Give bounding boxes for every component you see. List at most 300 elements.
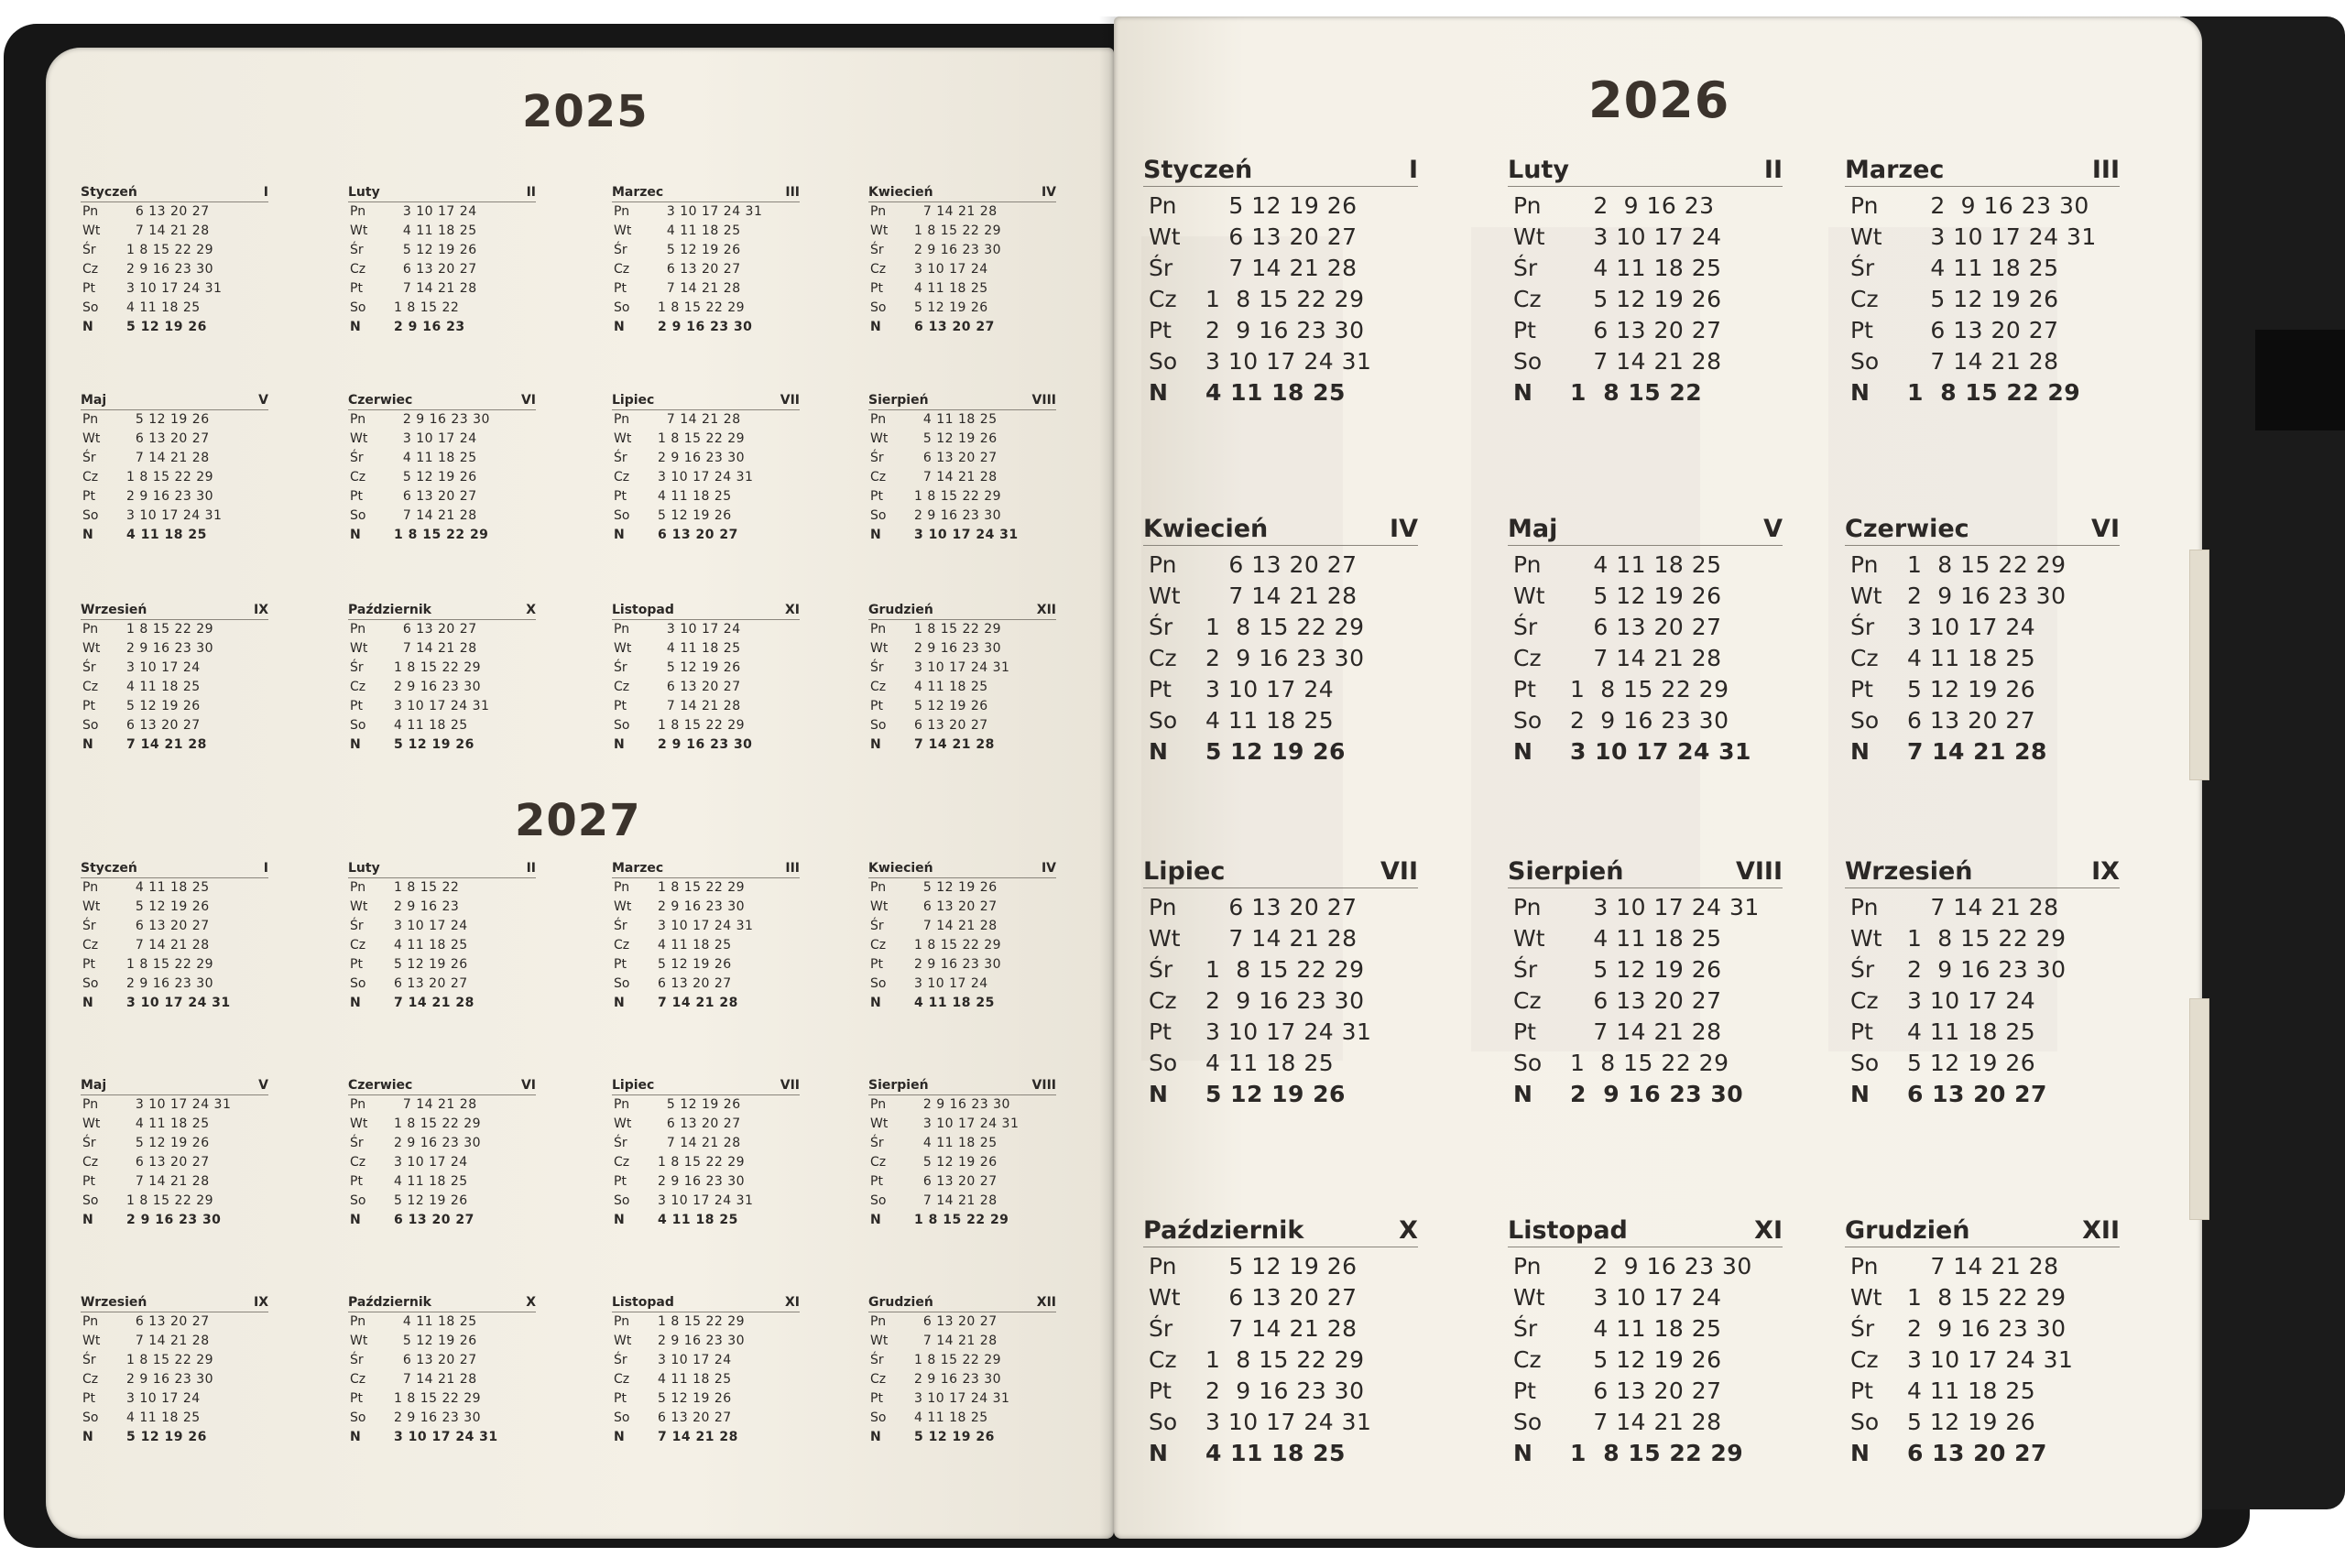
day-numbers: 6 13 20 27 [394, 1213, 474, 1227]
weekday-label: Cz [1513, 644, 1542, 671]
day-numbers: 4 11 18 25 [658, 1372, 732, 1387]
weekday-label: N [82, 1213, 93, 1227]
day-numbers: 5 12 19 26 [394, 243, 477, 257]
day-numbers: 5 12 19 26 [1570, 285, 1722, 312]
day-numbers: 5 12 19 26 [658, 1391, 732, 1406]
month-block [1143, 1216, 1418, 1468]
month-roman-numeral: VII [1380, 857, 1418, 886]
weekday-row [1508, 953, 1783, 985]
weekday-row [868, 244, 1056, 263]
weekday-label: N [1149, 1439, 1168, 1466]
day-numbers: 5 12 19 26 [394, 470, 477, 485]
weekday-label: Cz [82, 1155, 99, 1170]
weekday-row [81, 1156, 268, 1175]
weekday-label: Pn [614, 1314, 630, 1329]
weekday-label: Wt [350, 899, 368, 914]
weekday-row [868, 490, 1056, 509]
weekday-label: N [82, 737, 93, 752]
weekday-label: Pn [870, 1097, 887, 1112]
weekday-row [1143, 922, 1418, 953]
day-numbers: 7 14 21 28 [658, 996, 738, 1010]
day-numbers: 3 10 17 24 31 [658, 1193, 754, 1208]
day-numbers: 4 11 18 25 [658, 938, 732, 953]
weekday-row [348, 321, 536, 340]
day-numbers: 2 9 16 23 30 [1570, 1080, 1744, 1107]
weekday-label: Pt [1850, 316, 1873, 343]
weekday-row [348, 1175, 536, 1194]
weekday-row [612, 471, 800, 490]
weekday-row [612, 1117, 800, 1137]
month-block [1508, 156, 1783, 408]
month-block [868, 1295, 1056, 1450]
weekday-label: Pn [614, 204, 630, 219]
day-numbers: 4 11 18 25 [394, 1174, 468, 1189]
weekday-label: Wt [614, 641, 632, 656]
weekday-row [612, 1334, 800, 1354]
weekday-row [1845, 1344, 2120, 1375]
weekday-label: Wt [870, 431, 889, 446]
weekday-row [348, 920, 536, 939]
weekday-label: Pn [82, 622, 99, 637]
weekday-row [868, 881, 1056, 900]
month-block [348, 603, 536, 757]
day-numbers: 1 8 15 22 29 [914, 489, 1002, 504]
month-roman-numeral: II [1763, 156, 1783, 184]
weekday-row [612, 719, 800, 738]
weekday-row [1508, 642, 1783, 673]
weekday-label: Śr [614, 243, 627, 257]
weekday-row [612, 452, 800, 471]
weekday-label: Wt [82, 431, 101, 446]
weekday-label: N [350, 1430, 361, 1444]
weekday-row [868, 1373, 1056, 1392]
weekday-label: Pt [614, 281, 627, 296]
weekday-row [868, 1137, 1056, 1156]
day-numbers: 2 9 16 23 30 [394, 1136, 482, 1150]
day-numbers: 3 10 17 24 31 [658, 919, 754, 933]
weekday-label: N [870, 528, 881, 542]
weekday-row [81, 1392, 268, 1411]
month-name: Listopad [1508, 1216, 1628, 1245]
weekday-row [1845, 376, 2120, 408]
weekday-label: Wt [870, 1116, 889, 1131]
day-numbers: 5 12 19 26 [1907, 675, 2036, 702]
day-numbers: 6 13 20 27 [1205, 893, 1358, 920]
weekday-label: Pn [82, 412, 99, 427]
weekday-row [1143, 704, 1418, 735]
weekday-label: So [1850, 1408, 1880, 1435]
weekday-row [81, 642, 268, 661]
weekday-row [612, 920, 800, 939]
weekday-label: Pt [870, 1174, 883, 1189]
weekday-row [81, 1354, 268, 1373]
weekday-row [81, 205, 268, 224]
month-header [868, 1078, 1056, 1095]
weekday-row [868, 920, 1056, 939]
weekday-row [348, 1411, 536, 1431]
weekday-label: Śr [614, 1136, 627, 1150]
day-numbers: 6 13 20 27 [126, 919, 210, 933]
month-name: Maj [81, 1078, 107, 1093]
day-numbers: 4 11 18 25 [394, 938, 468, 953]
weekday-label: Cz [350, 938, 366, 953]
day-numbers: 1 8 15 22 [394, 880, 460, 895]
weekday-row [868, 977, 1056, 996]
weekday-label: N [1513, 378, 1532, 406]
weekday-row [81, 1373, 268, 1392]
month-header [868, 603, 1056, 620]
day-numbers: 6 13 20 27 [1205, 223, 1358, 250]
weekday-label: Pt [870, 699, 883, 713]
weekday-row [81, 413, 268, 432]
day-numbers: 5 12 19 26 [1205, 191, 1358, 219]
month-name: Czerwiec [348, 1078, 413, 1093]
day-numbers: 2 9 16 23 30 [914, 641, 1002, 656]
weekday-row [1143, 1250, 1418, 1281]
day-numbers: 3 10 17 24 [1907, 986, 2036, 1014]
month-roman-numeral: V [258, 393, 268, 408]
day-numbers: 3 10 17 24 31 [914, 528, 1019, 542]
day-numbers: 1 8 15 22 29 [1570, 1439, 1744, 1466]
weekday-row [1143, 1016, 1418, 1047]
weekday-label: Wt [1149, 924, 1181, 952]
day-numbers: 7 14 21 28 [1570, 1018, 1722, 1045]
weekday-row [868, 661, 1056, 681]
weekday-row [81, 224, 268, 244]
weekday-label: Cz [614, 680, 630, 694]
day-numbers: 3 10 17 24 [1570, 1283, 1722, 1311]
weekday-row [348, 738, 536, 757]
weekday-row [348, 1117, 536, 1137]
month-name: Sierpień [1508, 857, 1624, 886]
weekday-row [81, 623, 268, 642]
day-numbers: 5 12 19 26 [394, 1193, 468, 1208]
day-numbers: 7 14 21 28 [1907, 1252, 2059, 1279]
weekday-row [1508, 704, 1783, 735]
month-block [348, 185, 536, 340]
weekday-row [81, 719, 268, 738]
weekday-row [81, 1194, 268, 1214]
day-numbers: 6 13 20 27 [914, 1314, 998, 1329]
weekday-label: Wt [82, 641, 101, 656]
day-numbers: 7 14 21 28 [658, 1136, 741, 1150]
weekday-row [1143, 1078, 1418, 1109]
weekday-row [81, 1315, 268, 1334]
weekday-label: N [350, 737, 361, 752]
weekday-label: Pn [870, 1314, 887, 1329]
weekday-row [868, 719, 1056, 738]
month-block [348, 1078, 536, 1233]
weekday-label: Śr [350, 1136, 364, 1150]
weekday-row [1845, 190, 2120, 221]
month-name: Maj [81, 393, 107, 408]
weekday-row [348, 224, 536, 244]
weekday-row [1845, 252, 2120, 283]
weekday-row [81, 738, 268, 757]
day-numbers: 1 8 15 22 29 [658, 880, 746, 895]
weekday-row [868, 1411, 1056, 1431]
day-numbers: 6 13 20 27 [1570, 1377, 1722, 1404]
day-numbers: 2 9 16 23 30 [1570, 706, 1729, 734]
weekday-row [81, 1334, 268, 1354]
month-header [868, 393, 1056, 410]
day-numbers: 2 9 16 23 30 [126, 1372, 214, 1387]
weekday-row [1845, 642, 2120, 673]
weekday-label: Wt [870, 899, 889, 914]
day-numbers: 6 13 20 27 [914, 1174, 998, 1189]
right-page [1114, 16, 2202, 1539]
weekday-label: N [82, 528, 93, 542]
weekday-row [868, 1315, 1056, 1334]
weekday-row [348, 623, 536, 642]
day-numbers: 2 9 16 23 30 [1907, 955, 2067, 983]
weekday-label: N [350, 996, 361, 1010]
weekday-label: So [1850, 706, 1880, 734]
month-header [348, 861, 536, 878]
weekday-label: Wt [1513, 582, 1545, 609]
weekday-row [1143, 190, 1418, 221]
weekday-label: Cz [350, 1155, 366, 1170]
weekday-row [1845, 891, 2120, 922]
weekday-label: N [870, 1430, 881, 1444]
weekday-label: Śr [614, 660, 627, 675]
weekday-label: Pt [870, 957, 883, 972]
weekday-row [1508, 1437, 1783, 1468]
weekday-row [612, 1354, 800, 1373]
weekday-label: Śr [350, 243, 364, 257]
weekday-label: Śr [870, 1136, 884, 1150]
weekday-row [868, 996, 1056, 1016]
day-numbers: 3 10 17 24 [126, 660, 201, 675]
weekday-row [348, 996, 536, 1016]
day-numbers: 2 9 16 23 30 [126, 1213, 222, 1227]
weekday-row [868, 205, 1056, 224]
month-block [1845, 515, 2120, 767]
day-numbers: 4 11 18 25 [126, 528, 207, 542]
weekday-row [1508, 891, 1783, 922]
weekday-label: Wt [1149, 1283, 1181, 1311]
day-numbers: 6 13 20 27 [658, 528, 738, 542]
weekday-row [1845, 985, 2120, 1016]
weekday-row [1508, 314, 1783, 345]
weekday-label: Wt [350, 641, 368, 656]
month-block [81, 1078, 268, 1233]
weekday-label: So [350, 718, 366, 733]
weekday-row [1508, 221, 1783, 252]
weekday-label: Śr [870, 660, 884, 675]
weekday-label: Pt [1149, 1018, 1172, 1045]
month-roman-numeral: X [526, 1295, 536, 1310]
weekday-label: Cz [1513, 1345, 1542, 1373]
year-2027-heading: 2027 [515, 795, 641, 846]
month-header [348, 393, 536, 410]
month-name: Kwiecień [868, 861, 933, 876]
weekday-row [612, 205, 800, 224]
weekday-row [1845, 1406, 2120, 1437]
weekday-row [1508, 1047, 1783, 1078]
day-numbers: 2 9 16 23 30 [658, 737, 753, 752]
weekday-label: Pn [1513, 893, 1542, 920]
weekday-label: Pt [614, 1391, 627, 1406]
weekday-row [1845, 1375, 2120, 1406]
weekday-label: Pn [82, 204, 99, 219]
weekday-label: Śr [1149, 613, 1173, 640]
weekday-label: Wt [1513, 924, 1545, 952]
month-roman-numeral: IV [1041, 185, 1056, 200]
month-name: Sierpień [868, 1078, 929, 1093]
month-header [612, 861, 800, 878]
weekday-label: Śr [350, 451, 364, 465]
weekday-label: Pn [1513, 550, 1542, 578]
weekday-label: So [614, 1410, 630, 1425]
month-roman-numeral: IX [2091, 857, 2120, 886]
weekday-row [1508, 922, 1783, 953]
weekday-label: Pt [614, 699, 627, 713]
day-numbers: 4 11 18 25 [1907, 1018, 2036, 1045]
weekday-row [1143, 549, 1418, 580]
day-numbers: 5 12 19 26 [394, 737, 474, 752]
day-numbers: 6 13 20 27 [1907, 316, 2059, 343]
weekday-label: Wt [1850, 582, 1882, 609]
day-numbers: 4 11 18 25 [1205, 378, 1346, 406]
weekday-label: Cz [82, 470, 99, 485]
weekday-row [868, 900, 1056, 920]
day-numbers: 1 8 15 22 29 [658, 1155, 746, 1170]
weekday-label: Cz [614, 262, 630, 277]
day-numbers: 5 12 19 26 [658, 243, 741, 257]
weekday-row [612, 881, 800, 900]
year-2026-heading: 2026 [1588, 71, 1730, 129]
weekday-row [612, 700, 800, 719]
day-numbers: 1 8 15 22 29 [1570, 1049, 1729, 1076]
weekday-row [81, 1175, 268, 1194]
weekday-row [1143, 345, 1418, 376]
weekday-row [348, 642, 536, 661]
month-header [612, 393, 800, 410]
weekday-label: So [1149, 706, 1178, 734]
weekday-row [1143, 1406, 1418, 1437]
day-numbers: 7 14 21 28 [1205, 582, 1358, 609]
weekday-row [868, 471, 1056, 490]
weekday-row [1508, 985, 1783, 1016]
weekday-row [868, 1117, 1056, 1137]
weekday-label: N [1149, 1080, 1168, 1107]
month-block [81, 861, 268, 1016]
month-name: Listopad [612, 603, 674, 617]
weekday-row [1508, 673, 1783, 704]
weekday-label: So [870, 1410, 887, 1425]
day-numbers: 1 8 15 22 29 [126, 957, 214, 972]
day-numbers: 7 14 21 28 [914, 1334, 998, 1348]
month-block [348, 393, 536, 548]
day-numbers: 4 11 18 25 [1907, 1377, 2036, 1404]
day-numbers: 3 10 17 24 31 [1907, 223, 2097, 250]
month-roman-numeral: VI [2091, 515, 2120, 543]
month-header [1845, 515, 2120, 546]
weekday-row [612, 1411, 800, 1431]
weekday-label: Pt [82, 1391, 95, 1406]
weekday-row [81, 452, 268, 471]
weekday-row [1845, 221, 2120, 252]
day-numbers: 3 10 17 24 31 [914, 1391, 1010, 1406]
day-numbers: 2 9 16 23 30 [126, 489, 214, 504]
weekday-row [1845, 283, 2120, 314]
day-numbers: 7 14 21 28 [658, 699, 741, 713]
day-numbers: 1 8 15 22 29 [1907, 550, 2067, 578]
weekday-label: So [870, 976, 887, 991]
weekday-row [81, 263, 268, 282]
weekday-row [868, 1334, 1056, 1354]
day-numbers: 5 12 19 26 [1205, 1252, 1358, 1279]
weekday-row [1508, 1375, 1783, 1406]
weekday-row [1143, 283, 1418, 314]
month-roman-numeral: X [526, 603, 536, 617]
month-block [612, 393, 800, 548]
weekday-row [1143, 580, 1418, 611]
weekday-label: Pn [350, 1097, 366, 1112]
weekday-label: Pn [82, 880, 99, 895]
day-numbers: 5 12 19 26 [126, 699, 201, 713]
weekday-row [612, 1156, 800, 1175]
day-numbers: 7 14 21 28 [1205, 924, 1358, 952]
weekday-row [81, 244, 268, 263]
day-numbers: 2 9 16 23 30 [1907, 1314, 2067, 1342]
day-numbers: 5 12 19 26 [914, 1155, 998, 1170]
day-numbers: 6 13 20 27 [126, 1314, 210, 1329]
day-numbers: 2 9 16 23 30 [914, 243, 1002, 257]
weekday-label: Pn [350, 412, 366, 427]
weekday-label: Wt [614, 1334, 632, 1348]
day-numbers: 6 13 20 27 [394, 489, 477, 504]
weekday-row [1143, 1047, 1418, 1078]
day-numbers: 5 12 19 26 [126, 1430, 207, 1444]
weekday-row [1143, 1375, 1418, 1406]
month-header [868, 185, 1056, 202]
weekday-label: Wt [870, 223, 889, 238]
month-name: Luty [348, 185, 380, 200]
weekday-label: N [614, 528, 625, 542]
day-numbers: 7 14 21 28 [394, 508, 477, 523]
weekday-row [868, 738, 1056, 757]
month-header [81, 1295, 268, 1312]
weekday-label: Cz [870, 1372, 887, 1387]
weekday-row [1508, 345, 1783, 376]
day-numbers: 4 11 18 25 [1570, 550, 1722, 578]
weekday-label: Pt [870, 281, 883, 296]
weekday-label: Pt [350, 699, 363, 713]
weekday-label: Pt [1513, 316, 1536, 343]
day-numbers: 7 14 21 28 [914, 470, 998, 485]
day-numbers: 6 13 20 27 [1205, 1283, 1358, 1311]
weekday-label: Śr [870, 919, 884, 933]
day-numbers: 5 12 19 26 [914, 880, 998, 895]
day-numbers: 2 9 16 23 30 [126, 262, 214, 277]
month-block [612, 861, 800, 1016]
weekday-label: So [614, 508, 630, 523]
weekday-label: N [82, 1430, 93, 1444]
weekday-row [612, 244, 800, 263]
month-name: Wrzesień [81, 1295, 147, 1310]
day-numbers: 4 11 18 25 [914, 281, 988, 296]
weekday-label: Cz [82, 1372, 99, 1387]
page-tab[interactable] [2189, 550, 2209, 780]
weekday-label: Śr [1850, 955, 1875, 983]
weekday-label: N [614, 1213, 625, 1227]
weekday-row [81, 509, 268, 528]
page-tab[interactable] [2189, 998, 2209, 1220]
month-header [1845, 857, 2120, 888]
day-numbers: 2 9 16 23 30 [394, 412, 490, 427]
